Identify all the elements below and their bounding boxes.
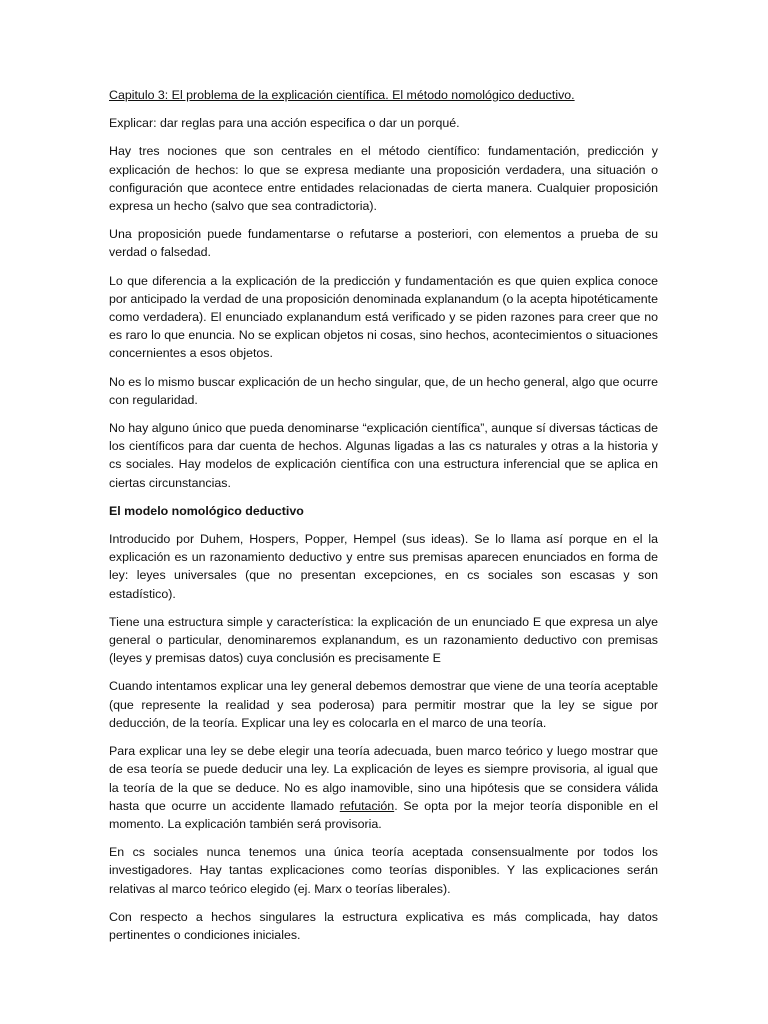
paragraph-hechos-singulares: Con respecto a hechos singulares la estructura explicativa es más complicada, hay datos pertinentes o condiciones iniciales. [109, 909, 658, 942]
paragraph-hecho-singular: No es lo mismo buscar explicación de un hecho singular, que, de un hecho general, algo que ocurre con regularidad. [109, 374, 658, 407]
paragraph-nociones: Hay tres nociones que son centrales en el método científico: fundamentación, predicción y explicación de hechos: lo que se expresa mediante una proposición verdadera, una situación o configuración que acontece entre entidades relacionadas de cierta manera. Cualquier proposición expresa un hecho (salvo que sea contradictoria). [109, 144, 658, 214]
paragraph-cs-sociales: En cs sociales nunca tenemos una única teoría aceptada consensualmente por todos los investigadores. Hay tantas explicaciones como teorías disponibles. Y las explicaciones serán relativas al marco teórico elegido (ej. Marx o teorías liberales). [109, 845, 658, 896]
paragraph-ley-general: Cuando intentamos explicar una ley general debemos demostrar que viene de una teoría aceptable (que represente la realidad y sea poderosa) para permitir mostrar que la ley se sigue por deducción, de la teoría. Explicar una ley es colocarla en el marco de una teoría. [109, 679, 658, 730]
paragraph-introducido: Introducido por Duhem, Hospers, Popper, Hempel (sus ideas). Se lo llama así porque en el la explicación es un razonamiento deductivo y entre sus premisas aparecen enunciados en forma de ley: leyes universales (que no presentan excepciones, en cs sociales son escasas y son estadístico). [109, 532, 658, 601]
paragraph-teoria-adecuada [109, 742, 658, 833]
paragraph-explicacion-cientifica: No hay alguno único que pueda denominarse “explicación científica”, aunque sí diversas tácticas de los científicos para dar cuenta de hechos. Algunas ligadas a las cs naturales y otras a la historia y cs sociales. Hay modelos de explicación científica con una estructura inferencial que se aplica en ciertas circunstancias. [109, 421, 658, 490]
paragraph-explicar: Explicar: dar reglas para una acción especifica o dar un porqué. [109, 116, 460, 131]
paragraph-diferencia: Lo que diferencia a la explicación de la predicción y fundamentación es que quien explica conoce por anticipado la verdad de una proposición denominada explanandum (o la acepta hipotéticamente como verdadera). El enunciado explanandum está verificado y se piden razones para creer que no es raro lo que enuncia. No se explican objetos ni cosas, sino hechos, acontecimientos o situaciones concernientes a esos objetos. [109, 273, 659, 361]
section-heading: El modelo nomológico deductivo [109, 503, 304, 518]
underlined-term: refutación [339, 798, 395, 813]
chapter-title: Capitulo 3: El problema de la explicación científica. El método nomológico deductivo. [109, 88, 575, 102]
paragraph-estructura: Tiene una estructura simple y característica: la explicación de un enunciado E que expresa un alye general o particular, denominaremos explanandum, es un razonamiento deductivo con premisas (leyes y premisas datos) cuya conclusión es precisamente E [109, 614, 658, 666]
paragraph-text-start: Para explicar una ley se debe elegir una teoría adecuada, buen marco teórico y luego mostrar que de esa teoría se puede deducir una ley. La explicación de leyes es siempre provisoria, al igual que la teoría de la que se deduce. No es algo inamovible, sino una hipótesis que se considera válida hasta que ocurre un accidente llamado [109, 744, 658, 813]
paragraph-text-end: . Se opta por la mejor teoría disponible en el momento. La explicación también será provisoria. [109, 798, 658, 831]
paragraph-proposicion: Una proposición puede fundamentarse o refutarse a posteriori, con elementos a prueba de su verdad o falsedad. [109, 227, 658, 260]
document-page [109, 86, 658, 954]
